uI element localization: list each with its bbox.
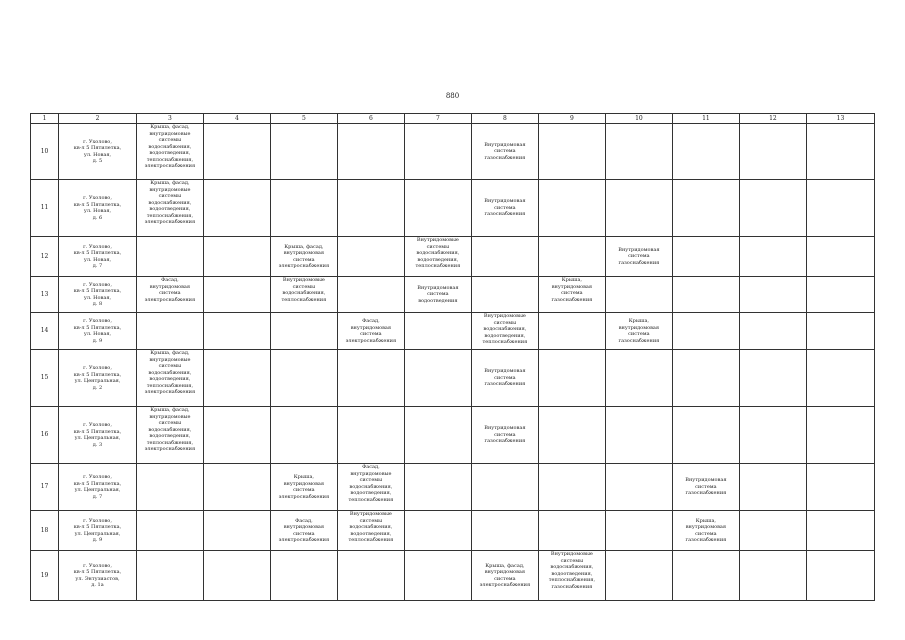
works-cell [806, 124, 874, 180]
works-cell [471, 237, 538, 277]
row-number-cell: 13 [31, 277, 59, 313]
works-cell [806, 464, 874, 511]
table-row [31, 350, 875, 407]
works-cell [538, 350, 605, 407]
row-number-cell: 11 [31, 180, 59, 237]
works-cell [739, 237, 806, 277]
address-cell: г. Ухолово, кв-л 5 Пятилетка, ул. Новая, д. 5 [59, 124, 137, 180]
column-header: 2 [59, 114, 137, 124]
column-header: 8 [471, 114, 538, 124]
works-cell [203, 237, 270, 277]
works-cell: Крыша, внутридомовая система электроснабжения [270, 464, 337, 511]
column-header: 6 [337, 114, 404, 124]
address-cell: г. Ухолово, кв-л 5 Пятилетка, ул. Энтузиастов, д. 1а [59, 551, 137, 601]
works-cell [136, 313, 203, 350]
works-cell [672, 277, 739, 313]
address-cell: г. Ухолово, кв-л 5 Пятилетка, ул. Центральная, д. 3 [59, 407, 137, 464]
works-cell: Внутридомовая система газоснабжения [672, 464, 739, 511]
row-number-cell: 17 [31, 464, 59, 511]
address-cell: г. Ухолово, кв-л 5 Пятилетка, ул. Новая, д. 9 [59, 313, 137, 350]
works-cell [203, 407, 270, 464]
works-cell: Внутридомовые системы водоснабжения, водоотведения, теплоснабжения [404, 237, 471, 277]
works-cell [404, 313, 471, 350]
works-cell [270, 407, 337, 464]
table-row [31, 464, 875, 511]
column-header: 1 [31, 114, 59, 124]
works-cell [672, 350, 739, 407]
works-cell [538, 313, 605, 350]
column-header: 3 [136, 114, 203, 124]
works-cell [404, 124, 471, 180]
works-cell [538, 180, 605, 237]
table-row [31, 407, 875, 464]
row-number-cell: 10 [31, 124, 59, 180]
works-cell [672, 237, 739, 277]
works-cell: Внутридомовые системы водоснабжения, водоотведения, теплоснабжения [471, 313, 538, 350]
works-cell [203, 180, 270, 237]
works-cell: Внутридомовые системы водоснабжения, водоотведения, теплоснабжения [337, 511, 404, 551]
address-cell: г. Ухолово, кв-л 5 Пятилетка, ул. Новая, д. 7 [59, 237, 137, 277]
works-cell [337, 407, 404, 464]
works-cell [806, 180, 874, 237]
works-cell [270, 350, 337, 407]
works-cell [471, 511, 538, 551]
works-cell [337, 124, 404, 180]
works-cell [337, 277, 404, 313]
works-cell [806, 313, 874, 350]
works-cell: Крыша, фасад, внутридомовые системы водоснабжения, водоотведения, теплоснабжения, электроснабжения [136, 350, 203, 407]
table-row [31, 180, 875, 237]
works-cell: Крыша, фасад, внутридомовая система электроснабжения [471, 551, 538, 601]
works-cell: Крыша, внутридомовая система газоснабжения [605, 313, 672, 350]
works-cell [404, 350, 471, 407]
works-cell [739, 313, 806, 350]
works-cell [270, 180, 337, 237]
address-cell: г. Ухолово, кв-л 5 Пятилетка, ул. Центральная, д. 7 [59, 464, 137, 511]
works-cell: Внутридомовые системы водоснабжения, теплоснабжения [270, 277, 337, 313]
works-cell [404, 180, 471, 237]
page-number: 880 [445, 92, 460, 100]
works-cell [605, 180, 672, 237]
works-cell [203, 124, 270, 180]
works-cell: Крыша, фасад, внутридомовые системы водоснабжения, водоотведения, теплоснабжения, электроснабжения [136, 180, 203, 237]
works-cell: Фасад, внутридомовая система электроснабжения [270, 511, 337, 551]
works-cell [538, 464, 605, 511]
row-number-cell: 19 [31, 551, 59, 601]
table-row [31, 277, 875, 313]
works-cell [739, 511, 806, 551]
works-cell [270, 313, 337, 350]
works-cell [739, 350, 806, 407]
works-cell [672, 180, 739, 237]
works-cell [806, 350, 874, 407]
works-cell [806, 277, 874, 313]
works-cell: Фасад, внутридомовая система электроснабжения [136, 277, 203, 313]
works-cell [471, 464, 538, 511]
works-cell [605, 277, 672, 313]
works-cell [672, 407, 739, 464]
row-number-cell: 18 [31, 511, 59, 551]
table-row [31, 551, 875, 601]
works-cell [605, 551, 672, 601]
address-cell: г. Ухолово, кв-л 5 Пятилетка, ул. Новая, д. 8 [59, 277, 137, 313]
works-cell: Фасад, внутридомовые системы водоснабжения, водоотведения, теплоснабжения [337, 464, 404, 511]
column-header: 4 [203, 114, 270, 124]
works-cell [136, 511, 203, 551]
works-cell: Внутридомовые системы водоснабжения, водоотведения, теплоснабжения, газоснабжения [538, 551, 605, 601]
works-cell [739, 180, 806, 237]
works-cell [605, 511, 672, 551]
works-cell [806, 407, 874, 464]
works-cell: Внутридомовая система газоснабжения [605, 237, 672, 277]
works-cell [404, 511, 471, 551]
capital-repair-schedule-table [30, 113, 875, 601]
works-cell: Внутридомовая система газоснабжения [471, 180, 538, 237]
address-cell: г. Ухолово, кв-л 5 Пятилетка, ул. Центральная, д. 2 [59, 350, 137, 407]
works-cell [136, 237, 203, 277]
works-cell [806, 551, 874, 601]
works-cell [538, 237, 605, 277]
works-cell: Крыша, внутридомовая система газоснабжения [538, 277, 605, 313]
works-cell [270, 551, 337, 601]
works-cell [739, 124, 806, 180]
column-header: 10 [605, 114, 672, 124]
works-cell [538, 407, 605, 464]
works-cell [136, 551, 203, 601]
works-cell [404, 407, 471, 464]
works-cell [337, 237, 404, 277]
column-header: 9 [538, 114, 605, 124]
works-cell [672, 313, 739, 350]
works-cell [337, 551, 404, 601]
table-row [31, 237, 875, 277]
address-cell: г. Ухолово, кв-л 5 Пятилетка, ул. Центральная, д. 9 [59, 511, 137, 551]
works-cell [605, 350, 672, 407]
works-cell [806, 237, 874, 277]
works-cell [605, 464, 672, 511]
works-cell [136, 464, 203, 511]
column-header: 11 [672, 114, 739, 124]
works-cell [203, 511, 270, 551]
works-cell [471, 277, 538, 313]
works-cell [605, 124, 672, 180]
works-cell [739, 551, 806, 601]
address-cell: г. Ухолово, кв-л 5 Пятилетка, ул. Новая, д. 6 [59, 180, 137, 237]
works-cell [404, 464, 471, 511]
row-number-cell: 15 [31, 350, 59, 407]
works-cell [203, 350, 270, 407]
works-cell: Внутридомовая система газоснабжения [471, 407, 538, 464]
works-cell [203, 551, 270, 601]
works-cell [672, 551, 739, 601]
table-row [31, 124, 875, 180]
works-cell: Крыша, фасад, внутридомовые системы водоснабжения, водоотведения, теплоснабжения, электроснабжения [136, 407, 203, 464]
works-cell [739, 464, 806, 511]
works-cell: Внутридомовая система газоснабжения [471, 124, 538, 180]
works-cell [404, 551, 471, 601]
works-cell: Крыша, фасад, внутридомовая система электроснабжения [270, 237, 337, 277]
column-header: 7 [404, 114, 471, 124]
works-cell [337, 350, 404, 407]
works-cell [337, 180, 404, 237]
works-cell [270, 124, 337, 180]
table-row [31, 313, 875, 350]
works-cell [806, 511, 874, 551]
table-body [31, 124, 875, 601]
works-cell [203, 313, 270, 350]
column-header: 13 [806, 114, 874, 124]
works-cell [739, 277, 806, 313]
row-number-cell: 14 [31, 313, 59, 350]
works-cell: Внутридомовая система водоотведения [404, 277, 471, 313]
works-cell [538, 511, 605, 551]
row-number-cell: 12 [31, 237, 59, 277]
column-header: 12 [739, 114, 806, 124]
row-number-cell: 16 [31, 407, 59, 464]
works-cell: Фасад, внутридомовая система электроснабжения [337, 313, 404, 350]
column-number-row [31, 114, 875, 124]
works-cell: Внутридомовая система газоснабжения [471, 350, 538, 407]
works-cell [739, 407, 806, 464]
works-cell [605, 407, 672, 464]
works-cell: Крыша, внутридомовая система газоснабжения [672, 511, 739, 551]
column-header: 5 [270, 114, 337, 124]
works-cell [672, 124, 739, 180]
works-cell [203, 464, 270, 511]
table-row [31, 511, 875, 551]
works-cell [203, 277, 270, 313]
works-cell: Крыша, фасад, внутридомовые системы водоснабжения, водоотведения, теплоснабжения, электроснабжения [136, 124, 203, 180]
works-cell [538, 124, 605, 180]
